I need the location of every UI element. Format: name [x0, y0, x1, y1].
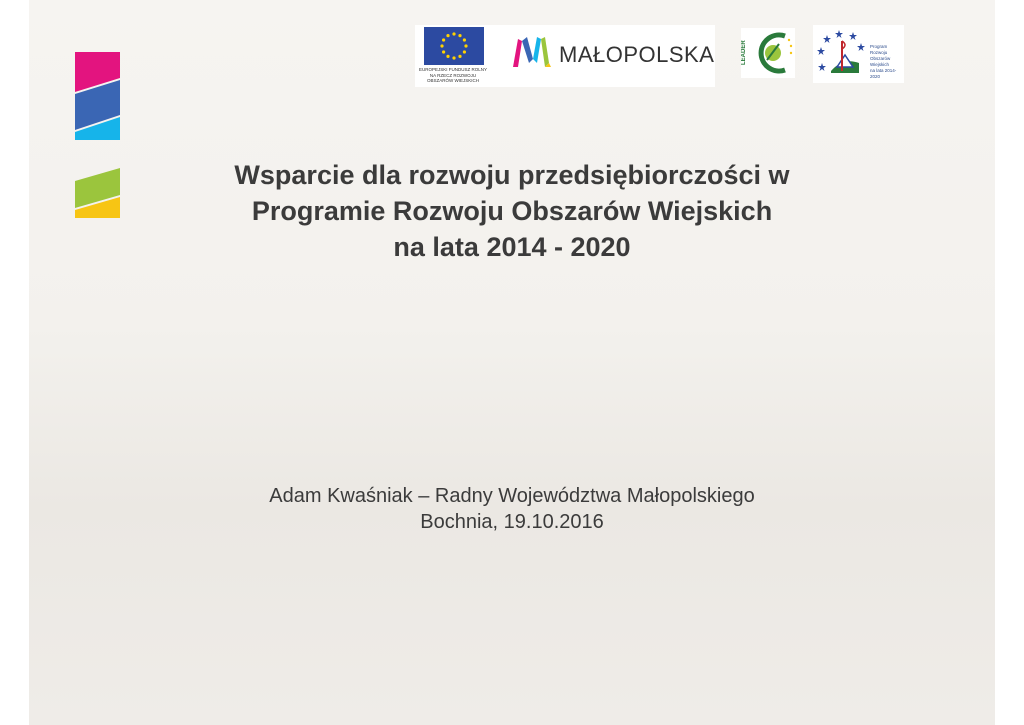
eu-fund-caption: EUROPEJSKI FUNDUSZ ROLNY NA RZECZ ROZWOJU OBSZARÓW WIEJSKICH [418, 67, 487, 83]
malopolska-m-icon [511, 33, 553, 69]
title-line-3: na lata 2014 - 2020 [393, 232, 631, 262]
date-line: Bochnia, 19.10.2016 [420, 511, 604, 533]
leader-logo [741, 28, 795, 78]
leader-emblem-icon [751, 30, 795, 76]
leader-name: LEADER [741, 40, 747, 66]
malopolska-name: MAŁOPOLSKA [559, 42, 715, 67]
decorative-stripes [73, 48, 123, 223]
slide [29, 0, 995, 725]
prow-caption: Program Rozwoju Obszarów Wiejskich na lata 2014-2020 [870, 44, 897, 79]
eu-flag-icon [424, 27, 484, 65]
logo-strip [415, 25, 715, 87]
prow-emblem-icon [815, 27, 869, 81]
malopolska-logo [511, 33, 715, 73]
slide-title [140, 157, 884, 265]
author-block [140, 483, 884, 535]
author-line: Adam Kwaśniak – Radny Województwa Małopolskiego [269, 485, 755, 507]
prow-logo [813, 25, 904, 83]
eu-fund-logo [415, 25, 491, 87]
title-line-2: Programie Rozwoju Obszarów Wiejskich [251, 196, 773, 226]
title-line-1: Wsparcie dla rozwoju przedsiębiorczości w [234, 160, 790, 190]
